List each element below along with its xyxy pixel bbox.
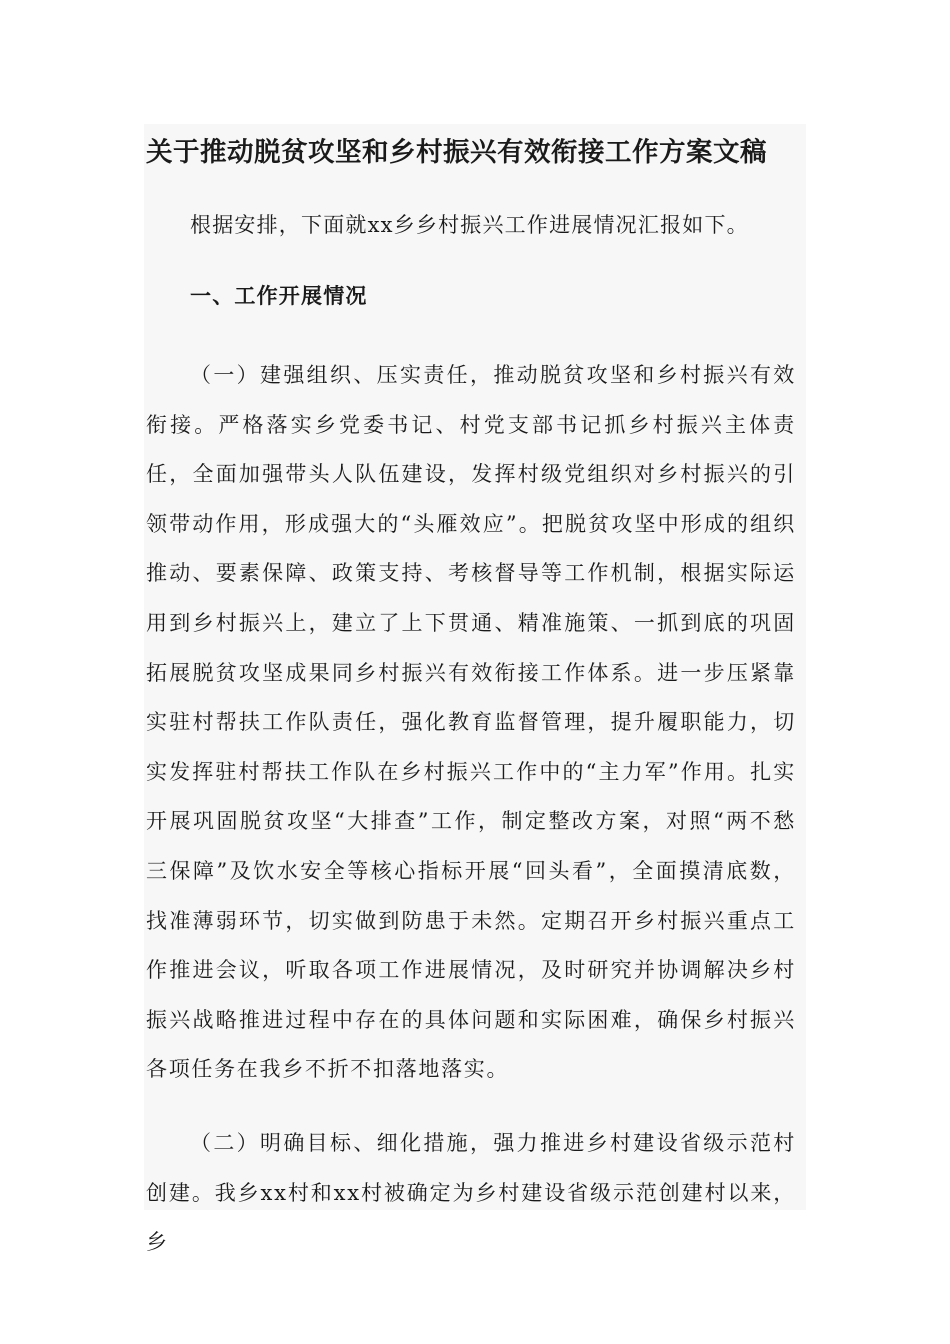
body-paragraph: （一）建强组织、压实责任，推动脱贫攻坚和乡村振兴有效衔接。严格落实乡党委书记、村党支部书记抓乡村振兴主体责任，全面加强带头人队伍建设，发挥村级党组织对乡村振兴的引领带动作用，形成强大的“头雁效应”。把脱贫攻坚中形成的组织推动、要素保障、政策支持、考核督导等工作机制，根据实际运用到乡村振兴上，建立了上下贯通、精准施策、一抓到底的巩固拓展脱贫攻坚成果同乡村振兴有效衔接工作体系。进一步压紧靠实驻村帮扶工作队责任，强化教育监督管理，提升履职能力，切实发挥驻村帮扶工作队在乡村振兴工作中的“主力军”作用。扎实开展巩固脱贫攻坚“大排查”工作，制定整改方案，对照“两不愁三保障”及饮水安全等核心指标开展“回头看”，全面摸清底数，找准薄弱环节，切实做到防患于未然。定期召开乡村振兴重点工作推进会议，听取各项工作进展情况，及时研究并协调解决乡村振兴战略推进过程中存在的具体问题和实际困难，确保乡村振兴各项任务在我乡不折不扣落地落实。 (146, 363, 796, 1082)
body-paragraph: （二）明确目标、细化措施，强力推进乡村建设省级示范村创建。我乡xx村和xx村被确定为乡村建设省级示范创建村以来，乡 (146, 1130, 796, 1255)
section-heading: 一、工作开展情况 (190, 283, 368, 308)
intro-paragraph: 根据安排，下面就xx乡乡村振兴工作进展情况汇报如下。 (190, 213, 749, 237)
document-body (146, 124, 796, 1268)
document-title: 关于推动脱贫攻坚和乡村振兴有效衔接工作方案文稿 (146, 137, 767, 168)
